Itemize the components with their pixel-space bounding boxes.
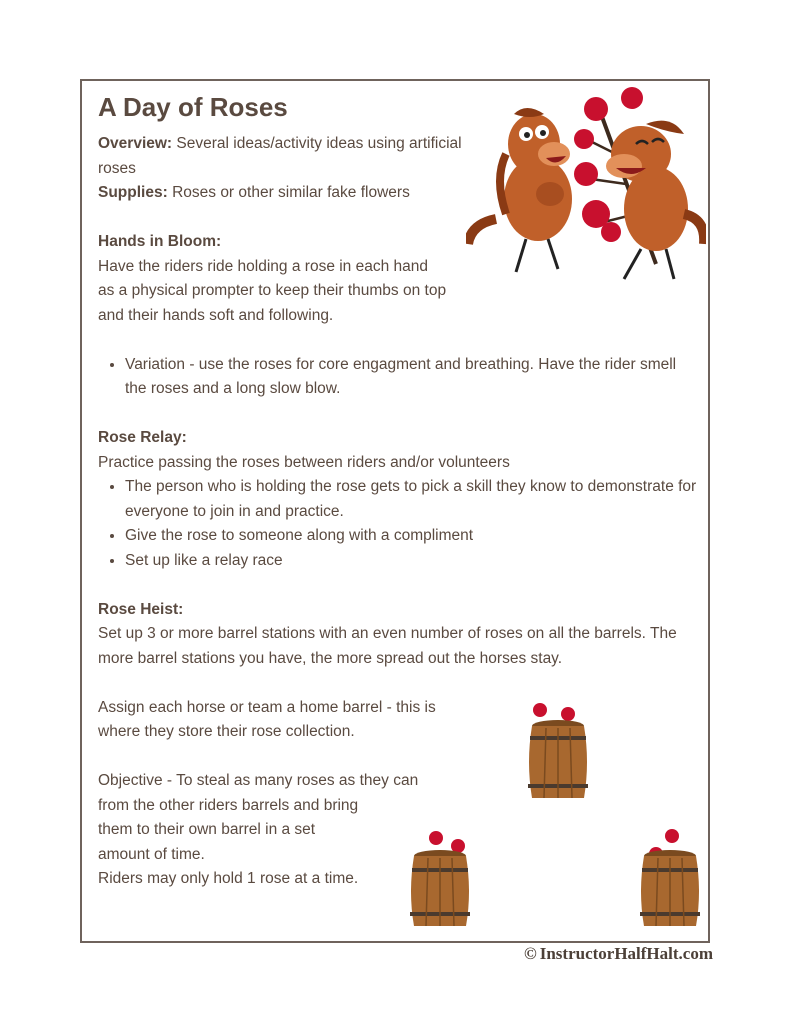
- rose-relay-heading: Rose Relay:: [98, 429, 187, 446]
- page-title: A Day of Roses: [98, 92, 288, 122]
- hands-in-bloom-line-1: Have the riders ride holding a rose in each hand: [98, 257, 429, 275]
- hands-in-bloom-line-3: and their hands soft and following.: [98, 306, 334, 324]
- document-content: [98, 90, 698, 892]
- barrel-with-roses-icon: [636, 828, 704, 928]
- rose-heist-para-1: Set up 3 or more barrel stations with an even number of roses on all the barrels. The more barrel stations you have, the more spread out the horses stay.: [98, 625, 677, 667]
- barrel-with-roses-icon: [406, 828, 474, 928]
- hands-in-bloom-heading: Hands in Bloom:: [98, 233, 222, 250]
- overview-text: Several ideas/activity ideas using artificial roses: [98, 135, 462, 177]
- rose-relay-list: [98, 475, 698, 573]
- rose-heist-para-2-line-2: where they store their rose collection.: [98, 723, 355, 740]
- list-item: • Give the rose to someone along with a compliment: [125, 524, 698, 549]
- footer-text: InstructorHalfHalt.com: [539, 944, 713, 963]
- rose-heist-para-3-line-2: from the other riders barrels and bring: [98, 796, 359, 814]
- rose-heist-para-3-line-4: amount of time.: [98, 845, 205, 863]
- rose-heist-para-2-line-1: Assign each horse or team a home barrel - this is: [98, 698, 436, 716]
- overview-label: Overview:: [98, 135, 173, 152]
- hands-in-bloom-line-2: as a physical prompter to keep their thumbs on top: [98, 282, 447, 299]
- supplies-text: Roses or other similar fake flowers: [167, 184, 410, 201]
- footer-credit: [524, 944, 713, 964]
- rose-heist-heading: Rose Heist:: [98, 600, 184, 618]
- list-item: • Variation - use the roses for core engagment and breathing. Have the rider smell the roses and a long slow blow.: [125, 353, 698, 402]
- rose-heist-para-3-line-5: Riders may only hold 1 rose at a time.: [98, 870, 359, 887]
- supplies: [98, 181, 698, 206]
- barrel-with-roses-icon: [524, 700, 592, 800]
- rose-relay-intro: Practice passing the roses between riders and/or volunteers: [98, 453, 510, 471]
- rose-heist-para-3-line-1: Objective - To steal as many roses as they can: [98, 772, 419, 789]
- supplies-label: Supplies:: [98, 184, 168, 201]
- rose-heist-para-3-line-3: them to their own barrel in a set: [98, 821, 316, 838]
- list-item: • Set up like a relay race: [125, 549, 698, 574]
- copyright-icon: ©: [524, 944, 537, 963]
- list-item: • The person who is holding the rose gets to pick a skill they know to demonstrate for everyone to join in and practice.: [125, 475, 698, 524]
- hands-in-bloom-list: [98, 353, 698, 402]
- overview: [98, 132, 488, 181]
